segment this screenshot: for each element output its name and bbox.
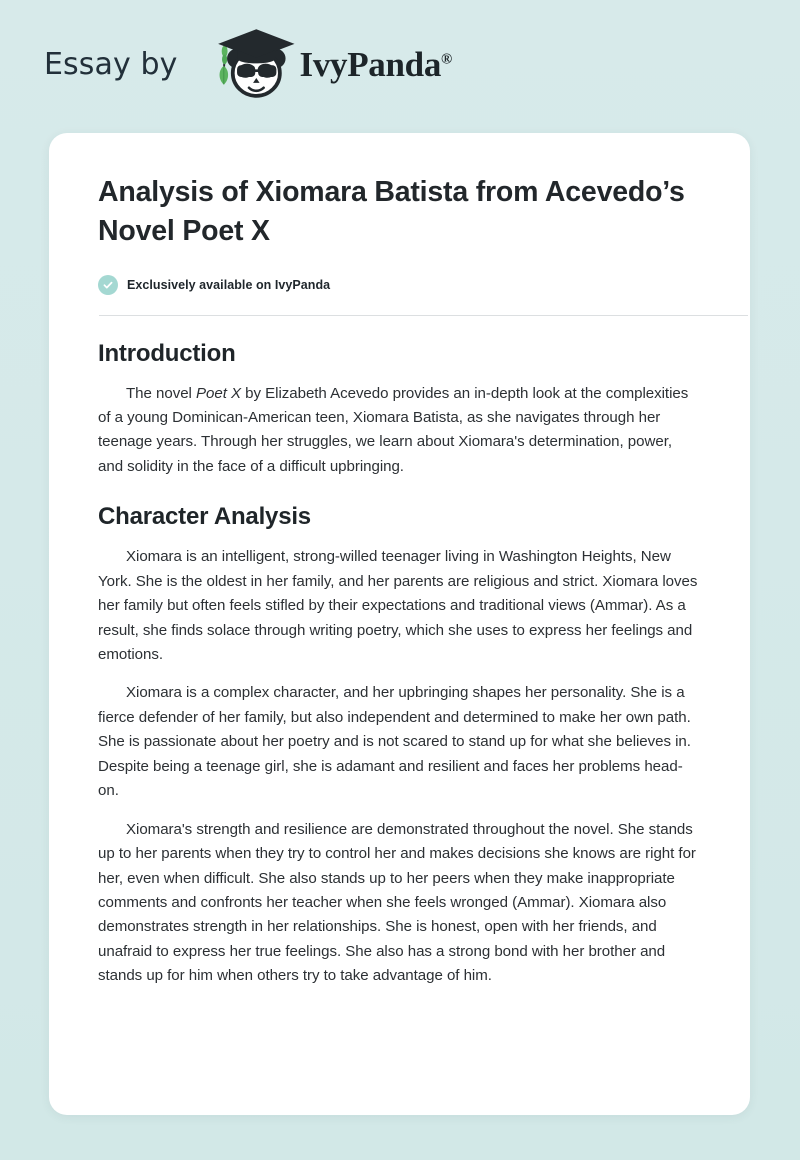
registered-mark: ®	[441, 51, 452, 68]
exclusive-availability-badge	[98, 275, 701, 295]
check-circle-icon	[98, 275, 118, 295]
section-heading-character-analysis: Character Analysis	[98, 503, 311, 531]
document-card	[49, 133, 750, 1115]
brand-name-text: IvyPanda	[299, 45, 442, 84]
section-heading-introduction: Introduction	[98, 339, 236, 367]
exclusive-availability-label: Exclusively available on IvyPanda	[127, 277, 331, 292]
ivypanda-logo[interactable]	[190, 26, 452, 104]
title-divider	[99, 315, 748, 316]
page-title: Analysis of Xiomara Batista from Acevedo’s Novel Poet X	[98, 176, 685, 247]
paragraph-character-analysis-3: Xiomara's strength and resilience are demonstrated throughout the novel. She stands up to her parents when they try to control her and makes decisions she knows are right for her, even when difficult. She also stands up to her peers when they make inappropriate comments and confronts her teacher when she feels wronged (Ammar). Xiomara also demonstrates strength in her relationships. She is honest, open with her friends, and unafraid to express her true feelings. She also has a strong bond with her brother and stands up for him when others try to take advantage of him.	[98, 820, 696, 985]
paragraph-introduction-1: The novel Poet X by Elizabeth Acevedo provides an in-depth look at the complexities of a young Dominican-American teen, Xiomara Batista, as she navigates through her teenage years. Through her struggles, we learn about Xiomara's determination, power, and solidity in the face of a difficult upbringing.	[98, 384, 689, 475]
essay-by-label: Essay by	[44, 46, 178, 82]
page-header	[0, 0, 800, 133]
brand-wordmark	[300, 47, 452, 82]
paragraph-character-analysis-1: Xiomara is an intelligent, strong-willed teenager living in Washington Heights, New York. She is the oldest in her family, and her parents are religious and strict. Xiomara loves her family but often feels stifled by their expectations and traditional views (Ammar). As a result, she finds solace through writing poetry, which she uses to express her feelings and emotions.	[98, 548, 698, 663]
paragraph-character-analysis-2: Xiomara is a complex character, and her upbringing shapes her personality. She is a fierce defender of her family, but also independent and determined to make her own path. She is passionate about her poetry and is not scared to stand up for what she believes in. Despite being a teenage girl, she is adamant and resilient and faces her problems head-on.	[98, 684, 691, 800]
brand-lockup	[44, 26, 452, 104]
panda-graduate-logo-icon	[200, 26, 298, 104]
